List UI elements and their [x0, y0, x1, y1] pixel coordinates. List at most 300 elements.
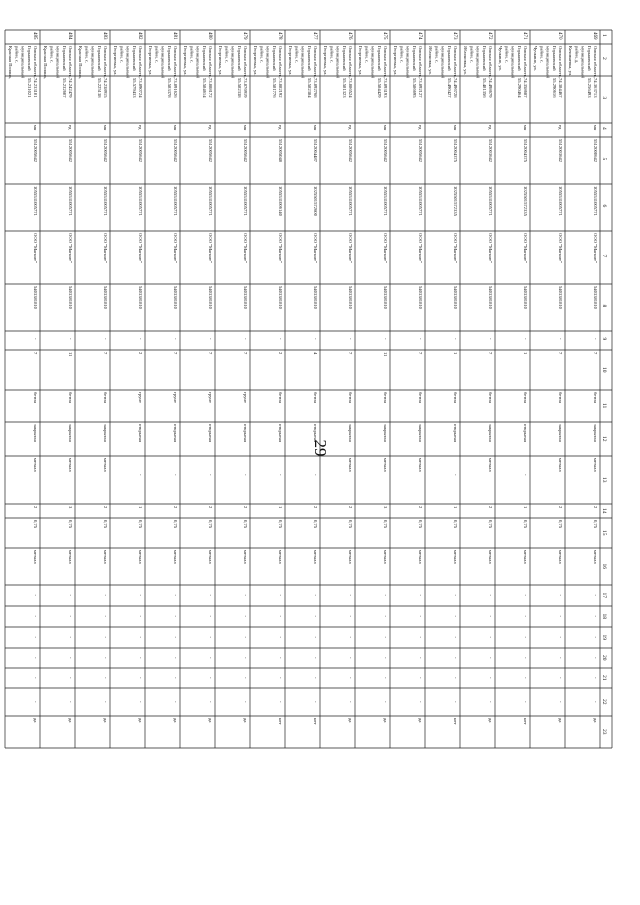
organization-cell: ООО "Магнит"	[278, 233, 283, 263]
enclosure-cell: открытая	[523, 424, 528, 443]
ogrn-cell: 1055531005771	[593, 186, 598, 216]
empty-cell: -	[523, 657, 528, 659]
address-cell: муниципальный	[265, 46, 271, 78]
address-cell: Кочиваевка, ул.	[568, 46, 574, 77]
empty-cell: -	[523, 636, 528, 639]
organization-cell: ООО "Магнит"	[208, 233, 213, 263]
row-number: 473	[452, 32, 457, 40]
container-material-cell: металл	[418, 550, 423, 564]
empty-cell: -	[138, 594, 143, 597]
coordinates-cell: 55.582384	[306, 78, 312, 98]
inn-cell: 5512005048	[278, 139, 283, 162]
address-cell: Горьковский	[411, 46, 417, 71]
enclosure-cell: открытая	[173, 424, 178, 443]
address-cell: Горьковский	[26, 46, 32, 71]
empty-cell: -	[593, 594, 598, 597]
empty-cell: -	[313, 338, 318, 340]
type-cell: мн	[383, 125, 388, 131]
volume-cell: 0,75	[208, 520, 213, 529]
empty-cell: -	[173, 657, 178, 659]
empty-cell: -	[138, 636, 143, 639]
inn-cell: 5512005642	[243, 139, 248, 162]
address-cell: Горьковский	[551, 46, 557, 71]
material-cell: металл	[418, 458, 423, 472]
column-number: 11	[601, 403, 607, 409]
address-cell: Горьковский	[516, 46, 522, 71]
organization-cell: ООО "Магнит"	[68, 233, 73, 263]
quantity-cell: 1	[453, 352, 458, 355]
address-cell: Омская область,	[278, 46, 283, 78]
address-cell: Горьковский	[236, 46, 242, 71]
coordinates-cell: 55.481356	[481, 78, 487, 98]
address-cell: Омская область,	[103, 46, 108, 78]
empty-cell: -	[348, 636, 353, 639]
volume-cell: 0,75	[383, 520, 388, 529]
address-cell: муниципальный	[90, 46, 96, 78]
quantity-cell: 11	[383, 352, 388, 357]
enclosure-cell: закрытая	[558, 424, 563, 442]
column-number: 14	[601, 508, 607, 514]
surface-cell: бетон	[593, 392, 598, 404]
address-cell: Красная Поляна,	[78, 46, 84, 79]
empty-cell: -	[593, 615, 598, 618]
flag-cell: да	[103, 718, 108, 723]
empty-cell: -	[488, 636, 493, 639]
address-cell: муниципальный	[125, 46, 131, 78]
container-material-cell: металл	[208, 550, 213, 564]
ogrn-cell: 1055531005771	[33, 186, 38, 216]
enclosure-cell: закрытая	[593, 424, 598, 442]
code-cell: 5403381810	[68, 286, 73, 309]
surface-cell: грунт	[243, 392, 248, 403]
inn-cell: 5512005642	[383, 139, 388, 162]
empty-cell: -	[173, 701, 178, 703]
organization-cell: ООО "Магнит"	[313, 233, 318, 263]
address-cell: Горьковский	[271, 46, 277, 71]
empty-cell: -	[33, 701, 38, 703]
address-cell: Омская область,	[33, 46, 38, 78]
ogrn-cell: 1055531005771	[103, 186, 108, 216]
empty-cell: -	[138, 657, 143, 659]
empty-cell: -	[348, 657, 353, 659]
surface-cell: бетон	[313, 392, 318, 404]
coordinates-cell: 55.290464	[516, 78, 522, 98]
surface-cell: бетон	[523, 392, 528, 404]
empty-cell: -	[558, 677, 563, 679]
container-count-cell: 2	[348, 506, 353, 509]
empty-cell: -	[138, 677, 143, 679]
address-cell: район, с.	[84, 46, 90, 64]
code-cell: 5403381810	[453, 286, 458, 309]
address-cell: район, с.	[364, 46, 370, 64]
container-material-cell: металл	[68, 550, 73, 564]
address-cell: район, с.	[399, 46, 405, 64]
container-count-cell: 2	[313, 506, 318, 509]
quantity-cell: 7	[33, 352, 38, 355]
empty-cell: -	[453, 615, 458, 618]
empty-cell: -	[523, 474, 528, 476]
container-material-cell: металл	[33, 550, 38, 564]
coordinates-cell: 55.256493	[586, 78, 592, 98]
surface-cell: бетон	[68, 392, 73, 404]
flag-cell: да	[243, 718, 248, 723]
container-material-cell: металл	[593, 550, 598, 564]
coordinates-cell: 55.581776	[271, 78, 277, 98]
address-cell: Горьковский	[481, 46, 487, 71]
coordinates-cell: 55.583378	[166, 78, 172, 98]
coordinates-cell: 55.586695	[411, 78, 417, 98]
coordinates-cell: 55.581323	[341, 78, 347, 98]
container-count-cell: 2	[103, 506, 108, 509]
address-cell: Георгиевка, ул.	[148, 46, 154, 76]
address-cell: Омская область,	[348, 46, 353, 78]
container-count-cell: 3	[383, 506, 388, 509]
flag-cell: нет	[453, 718, 458, 725]
empty-cell: -	[488, 615, 493, 618]
empty-cell: -	[208, 594, 213, 597]
organization-cell: ООО "Магнит"	[383, 233, 388, 263]
coordinates-cell: 55.231021	[26, 78, 32, 98]
empty-cell: -	[523, 615, 528, 618]
row-number: 481	[172, 32, 177, 40]
material-cell: металл	[558, 458, 563, 472]
container-material-cell: металл	[313, 550, 318, 564]
address-cell: Омская область,	[173, 46, 178, 78]
coordinates-cell: 55.584614	[201, 78, 207, 98]
empty-cell: -	[453, 338, 458, 340]
empty-cell: -	[453, 594, 458, 597]
coordinates-cell: 55.225138	[96, 78, 102, 98]
coordinates-cell: 73.876919	[243, 78, 248, 98]
address-cell: муниципальный	[55, 46, 61, 78]
enclosure-cell: закрытая	[383, 424, 388, 442]
quantity-cell: 7	[418, 352, 423, 355]
address-cell: район, с.	[294, 46, 300, 64]
quantity-cell: 2	[278, 352, 283, 355]
empty-cell: -	[593, 701, 598, 703]
coordinates-cell: 73.893193	[383, 78, 388, 98]
address-cell: район, с.	[469, 46, 475, 64]
empty-cell: -	[313, 701, 318, 703]
empty-cell: -	[453, 636, 458, 639]
material-cell: металл	[383, 458, 388, 472]
empty-cell: -	[278, 636, 283, 639]
coordinates-cell: 73.892127	[418, 78, 423, 98]
container-count-cell: 2	[558, 506, 563, 509]
enclosure-cell: открытая	[208, 424, 213, 443]
ogrn-cell: 1025501572600	[313, 186, 318, 216]
flag-cell: нет	[278, 718, 283, 725]
empty-cell: -	[278, 338, 283, 340]
empty-cell: -	[453, 701, 458, 703]
address-cell: Георгиевка, ул.	[113, 46, 119, 76]
row-number: 483	[102, 32, 107, 40]
ogrn-cell: 1055531005771	[558, 186, 563, 216]
enclosure-cell: закрытая	[348, 424, 353, 442]
container-count-cell: 3	[68, 506, 73, 509]
empty-cell: -	[243, 701, 248, 703]
address-cell: Омская область,	[138, 46, 143, 78]
address-cell: Омская область,	[488, 46, 493, 78]
address-cell: Горьковский	[201, 46, 207, 71]
surface-cell: бетон	[488, 392, 493, 404]
flag-cell: да	[593, 718, 598, 723]
address-cell: Георгиевка, ул.	[393, 46, 399, 76]
organization-cell: ООО "Магнит"	[453, 233, 458, 263]
empty-cell: -	[348, 338, 353, 340]
type-cell: ед	[418, 125, 423, 130]
empty-cell: -	[558, 594, 563, 597]
empty-cell: -	[33, 657, 38, 659]
empty-cell: -	[243, 677, 248, 679]
empty-cell: -	[383, 657, 388, 659]
address-cell: район, с.	[189, 46, 195, 64]
quantity-cell: 7	[173, 352, 178, 355]
address-cell: Омская область,	[208, 46, 213, 78]
empty-cell: -	[383, 338, 388, 340]
enclosure-cell: закрытая	[488, 424, 493, 442]
empty-cell: -	[68, 636, 73, 639]
empty-cell: -	[33, 636, 38, 639]
organization-cell: ООО "Магнит"	[418, 233, 423, 263]
coordinates-cell: 74.242479	[68, 78, 73, 98]
empty-cell: -	[68, 615, 73, 618]
quantity-cell: 7	[348, 352, 353, 355]
container-count-cell: 1	[453, 506, 458, 509]
type-cell: мн	[33, 125, 38, 131]
inn-cell: 5512000642	[593, 139, 598, 162]
address-cell: район, с.	[434, 46, 440, 64]
empty-cell: -	[33, 615, 38, 618]
empty-cell: -	[103, 338, 108, 340]
empty-cell: -	[278, 677, 283, 679]
coordinates-cell: 55.584429	[376, 78, 382, 98]
empty-cell: -	[243, 338, 248, 340]
empty-cell: -	[138, 474, 143, 476]
enclosure-cell: закрытая	[33, 424, 38, 442]
code-cell: 5403381810	[593, 286, 598, 309]
volume-cell: 0,75	[558, 520, 563, 529]
empty-cell: -	[243, 474, 248, 476]
empty-cell: -	[208, 701, 213, 703]
container-count-cell: 2	[418, 506, 423, 509]
empty-cell: -	[418, 338, 423, 340]
type-cell: ед	[488, 125, 493, 130]
column-number: 5	[601, 157, 607, 161]
ogrn-cell: 1055531005771	[383, 186, 388, 216]
inn-cell: 5512005642	[33, 139, 38, 162]
organization-cell: ООО "Магнит"	[593, 233, 598, 263]
coordinates-cell: 74.358687	[523, 78, 528, 98]
ogrn-cell: 1055531005771	[418, 186, 423, 216]
container-material-cell: металл	[173, 550, 178, 564]
ogrn-cell: 1055531005771	[138, 186, 143, 216]
container-count-cell: 2	[243, 506, 248, 509]
empty-cell: -	[558, 636, 563, 639]
coordinates-cell: 73.892768	[313, 78, 318, 98]
surface-cell: бетон	[558, 392, 563, 404]
enclosure-cell: открытая	[453, 424, 458, 443]
material-cell: металл	[488, 458, 493, 472]
address-cell: Чучкино, ул.	[533, 46, 539, 71]
code-cell: 5403381810	[383, 286, 388, 309]
address-cell: Горьковский	[341, 46, 347, 71]
volume-cell: 0,75	[103, 520, 108, 529]
material-cell: металл	[348, 458, 353, 472]
type-cell: ед	[68, 125, 73, 130]
volume-cell: 0,75	[523, 520, 528, 529]
column-number: 6	[601, 204, 607, 208]
empty-cell: -	[278, 615, 283, 618]
address-cell: Горьковский	[131, 46, 137, 71]
empty-cell: -	[278, 474, 283, 476]
ogrn-cell: 1025501572335	[523, 186, 528, 216]
empty-cell: -	[383, 594, 388, 597]
row-number: 485	[32, 32, 37, 40]
flag-cell: да	[348, 718, 353, 723]
code-cell: 5403381810	[488, 286, 493, 309]
empty-cell: -	[348, 701, 353, 703]
volume-cell: 0,75	[243, 520, 248, 529]
address-cell: муниципальный	[545, 46, 551, 78]
flag-cell: да	[558, 718, 563, 723]
organization-cell: ООО "Магнит"	[243, 233, 248, 263]
address-cell: район, с.	[119, 46, 125, 64]
code-cell: 5403381810	[173, 286, 178, 309]
address-cell: район, д.	[574, 46, 580, 64]
flag-cell: да	[33, 718, 38, 723]
ogrn-cell: 1025501572335	[453, 186, 458, 216]
address-cell: муниципальный	[20, 46, 26, 78]
row-number: 469	[592, 32, 597, 40]
empty-cell: -	[208, 615, 213, 618]
type-cell: ед	[278, 125, 283, 130]
ogrn-cell: 1055531005771	[243, 186, 248, 216]
coordinates-cell: 74.498679	[488, 78, 493, 98]
flag-cell: да	[208, 718, 213, 723]
column-number: 16	[601, 563, 607, 569]
flag-cell: да	[488, 718, 493, 723]
empty-cell: -	[68, 594, 73, 597]
address-cell: муниципальный	[440, 46, 446, 78]
row-number: 476	[347, 32, 352, 40]
empty-cell: -	[103, 636, 108, 639]
address-cell: Горьковский	[61, 46, 67, 71]
column-number: 20	[601, 655, 607, 661]
address-cell: муниципальный	[335, 46, 341, 78]
empty-cell: -	[243, 615, 248, 618]
material-cell: металл	[33, 458, 38, 472]
inn-cell: 5512005642	[418, 139, 423, 162]
column-number: 2	[601, 57, 607, 60]
row-number: 471	[522, 32, 527, 40]
empty-cell: -	[103, 677, 108, 679]
empty-cell: -	[593, 338, 598, 340]
empty-cell: -	[208, 474, 213, 476]
quantity-cell: 7	[488, 352, 493, 355]
column-number: 22	[601, 699, 607, 705]
row-number: 472	[487, 32, 492, 40]
inn-cell: 5512004375	[453, 139, 458, 162]
enclosure-cell: открытая	[278, 424, 283, 443]
empty-cell: -	[348, 677, 353, 679]
volume-cell: 0,75	[313, 520, 318, 529]
address-cell: Горьковский	[96, 46, 102, 71]
empty-cell: -	[523, 594, 528, 597]
address-cell: муниципальный	[510, 46, 516, 78]
code-cell: 5403381810	[243, 286, 248, 309]
empty-cell: -	[173, 338, 178, 340]
row-number: 474	[417, 32, 422, 40]
row-number: 470	[557, 32, 562, 40]
container-count-cell: 1	[138, 506, 143, 509]
organization-cell: ООО "Магнит"	[173, 233, 178, 263]
ogrn-cell: 1055531005771	[208, 186, 213, 216]
ogrn-cell: 1055531005771	[488, 186, 493, 216]
column-number: 21	[601, 675, 607, 681]
empty-cell: -	[558, 338, 563, 340]
empty-cell: -	[173, 677, 178, 679]
address-cell: Омская область,	[383, 46, 388, 78]
address-cell: муниципальный	[300, 46, 306, 78]
empty-cell: -	[33, 677, 38, 679]
container-material-cell: металл	[138, 550, 143, 564]
empty-cell: -	[33, 594, 38, 597]
column-number: 12	[601, 436, 607, 442]
empty-cell: -	[418, 615, 423, 618]
address-cell: Омская область,	[593, 46, 598, 78]
type-cell: мн	[243, 125, 248, 131]
address-cell: муниципальный	[195, 46, 201, 78]
address-cell: район, с.	[14, 46, 20, 64]
quantity-cell: 7	[103, 352, 108, 355]
empty-cell: -	[453, 677, 458, 679]
row-number: 482	[137, 32, 142, 40]
empty-cell: -	[418, 701, 423, 703]
volume-cell: 0,75	[173, 520, 178, 529]
ogrn-cell: 1055531005771	[348, 186, 353, 216]
empty-cell: -	[173, 594, 178, 597]
volume-cell: 0,75	[68, 520, 73, 529]
empty-cell: -	[348, 594, 353, 597]
flag-cell: да	[68, 718, 73, 723]
column-number: 7	[601, 254, 607, 258]
address-cell: Горьковский	[166, 46, 172, 71]
container-count-cell: 1	[523, 506, 528, 509]
row-number: 477	[312, 32, 317, 40]
enclosure-cell: закрытая	[103, 424, 108, 442]
address-cell: Омская область,	[558, 46, 563, 78]
column-number: 4	[601, 127, 607, 130]
empty-cell: -	[278, 657, 283, 659]
address-cell: Георгиевка, ул.	[183, 46, 189, 76]
row-number: 484	[67, 32, 72, 40]
address-cell: Омская область,	[68, 46, 73, 78]
empty-cell: -	[173, 615, 178, 618]
surface-cell: бетон	[103, 392, 108, 404]
coordinates-cell: 55.490427	[446, 78, 452, 98]
address-cell: Горьковский	[376, 46, 382, 71]
coordinates-cell: 55.232607	[61, 78, 67, 98]
inn-cell: 5512005642	[208, 139, 213, 162]
surface-cell: бетон	[383, 392, 388, 404]
empty-cell: -	[278, 701, 283, 703]
quantity-cell: 4	[313, 352, 318, 355]
code-cell: 5403381810	[138, 286, 143, 309]
address-cell: Омская область,	[523, 46, 528, 78]
empty-cell: -	[313, 594, 318, 597]
inn-cell: 5512004487	[313, 139, 318, 162]
